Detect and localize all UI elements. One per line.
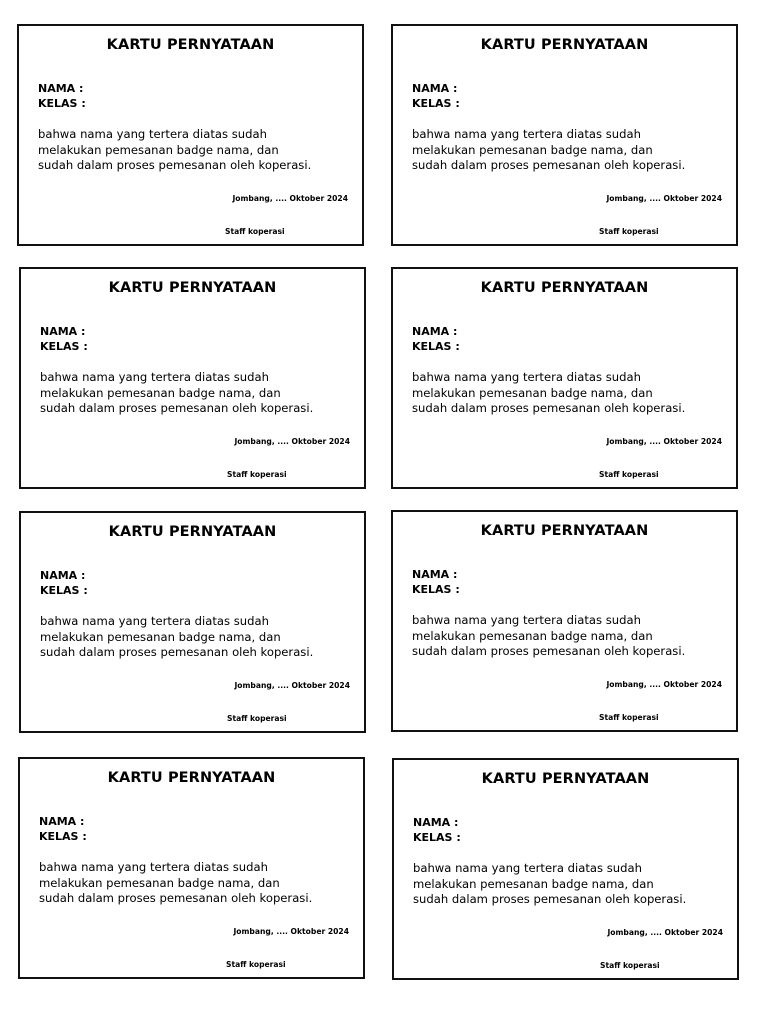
signature-label: Staff koperasi [599, 227, 659, 236]
statement-line: sudah dalam proses pemesanan oleh koperasi. [412, 644, 686, 659]
statement-text [40, 614, 360, 661]
kelas-label: KELAS : [412, 97, 460, 110]
statement-line: melakukan pemesanan badge nama, dan [40, 629, 281, 644]
nama-label: NAMA : [40, 325, 86, 338]
signature-label: Staff koperasi [225, 227, 285, 236]
statement-text [39, 860, 359, 907]
statement-line: bahwa nama yang tertera diatas sudah [412, 613, 641, 627]
nama-label: NAMA : [412, 82, 458, 95]
nama-label: NAMA : [412, 325, 458, 338]
nama-label: NAMA : [412, 568, 458, 581]
statement-line: sudah dalam proses pemesanan oleh koperasi. [40, 401, 314, 416]
statement-card-5 [19, 511, 366, 733]
statement-text [412, 613, 732, 660]
card-title: KARTU PERNYATAAN [106, 37, 275, 53]
card-title: KARTU PERNYATAAN [107, 770, 276, 786]
statement-card-6 [391, 510, 738, 732]
statement-line: bahwa nama yang tertera diatas sudah [412, 370, 641, 384]
statement-line: melakukan pemesanan badge nama, dan [412, 628, 653, 643]
kelas-label: KELAS : [39, 830, 87, 843]
date-text: Jombang, .... Oktober 2024 [606, 680, 722, 689]
statement-text [413, 861, 733, 908]
statement-card-7 [18, 757, 365, 979]
statement-line: sudah dalam proses pemesanan oleh koperasi. [38, 158, 312, 173]
card-title: KARTU PERNYATAAN [481, 771, 650, 787]
kelas-label: KELAS : [40, 584, 88, 597]
date-text: Jombang, .... Oktober 2024 [606, 194, 722, 203]
statement-line: sudah dalam proses pemesanan oleh koperasi. [40, 645, 314, 660]
kelas-label: KELAS : [38, 97, 86, 110]
signature-label: Staff koperasi [599, 713, 659, 722]
nama-label: NAMA : [39, 815, 85, 828]
statement-line: sudah dalam proses pemesanan oleh koperasi. [412, 158, 686, 173]
kelas-label: KELAS : [413, 831, 461, 844]
statement-line: melakukan pemesanan badge nama, dan [39, 875, 280, 890]
statement-line: bahwa nama yang tertera diatas sudah [40, 614, 269, 628]
statement-text [412, 370, 732, 417]
signature-label: Staff koperasi [226, 960, 286, 969]
statement-line: melakukan pemesanan badge nama, dan [412, 385, 653, 400]
signature-label: Staff koperasi [600, 961, 660, 970]
signature-label: Staff koperasi [599, 470, 659, 479]
statement-line: melakukan pemesanan badge nama, dan [38, 142, 279, 157]
statement-line: sudah dalam proses pemesanan oleh koperasi. [413, 892, 687, 907]
kelas-label: KELAS : [40, 340, 88, 353]
statement-line: bahwa nama yang tertera diatas sudah [412, 127, 641, 141]
date-text: Jombang, .... Oktober 2024 [234, 681, 350, 690]
statement-line: melakukan pemesanan badge nama, dan [40, 385, 281, 400]
card-title: KARTU PERNYATAAN [480, 280, 649, 296]
statement-text [40, 370, 360, 417]
statement-card-3 [19, 267, 366, 489]
date-text: Jombang, .... Oktober 2024 [607, 928, 723, 937]
signature-label: Staff koperasi [227, 470, 287, 479]
statement-line: melakukan pemesanan badge nama, dan [413, 876, 654, 891]
kelas-label: KELAS : [412, 583, 460, 596]
kelas-label: KELAS : [412, 340, 460, 353]
date-text: Jombang, .... Oktober 2024 [234, 437, 350, 446]
statement-line: sudah dalam proses pemesanan oleh koperasi. [412, 401, 686, 416]
statement-line: bahwa nama yang tertera diatas sudah [413, 861, 642, 875]
signature-label: Staff koperasi [227, 714, 287, 723]
statement-card-4 [391, 267, 738, 489]
date-text: Jombang, .... Oktober 2024 [233, 927, 349, 936]
nama-label: NAMA : [40, 569, 86, 582]
statement-line: sudah dalam proses pemesanan oleh koperasi. [39, 891, 313, 906]
card-title: KARTU PERNYATAAN [108, 524, 277, 540]
nama-label: NAMA : [38, 82, 84, 95]
statement-line: bahwa nama yang tertera diatas sudah [39, 860, 268, 874]
date-text: Jombang, .... Oktober 2024 [232, 194, 348, 203]
statement-line: bahwa nama yang tertera diatas sudah [38, 127, 267, 141]
card-title: KARTU PERNYATAAN [108, 280, 277, 296]
statement-line: melakukan pemesanan badge nama, dan [412, 142, 653, 157]
statement-text [38, 127, 358, 174]
date-text: Jombang, .... Oktober 2024 [606, 437, 722, 446]
statement-card-2 [391, 24, 738, 246]
statement-card-8 [392, 758, 739, 980]
nama-label: NAMA : [413, 816, 459, 829]
card-title: KARTU PERNYATAAN [480, 523, 649, 539]
statement-text [412, 127, 732, 174]
card-title: KARTU PERNYATAAN [480, 37, 649, 53]
statement-card-1 [17, 24, 364, 246]
statement-line: bahwa nama yang tertera diatas sudah [40, 370, 269, 384]
